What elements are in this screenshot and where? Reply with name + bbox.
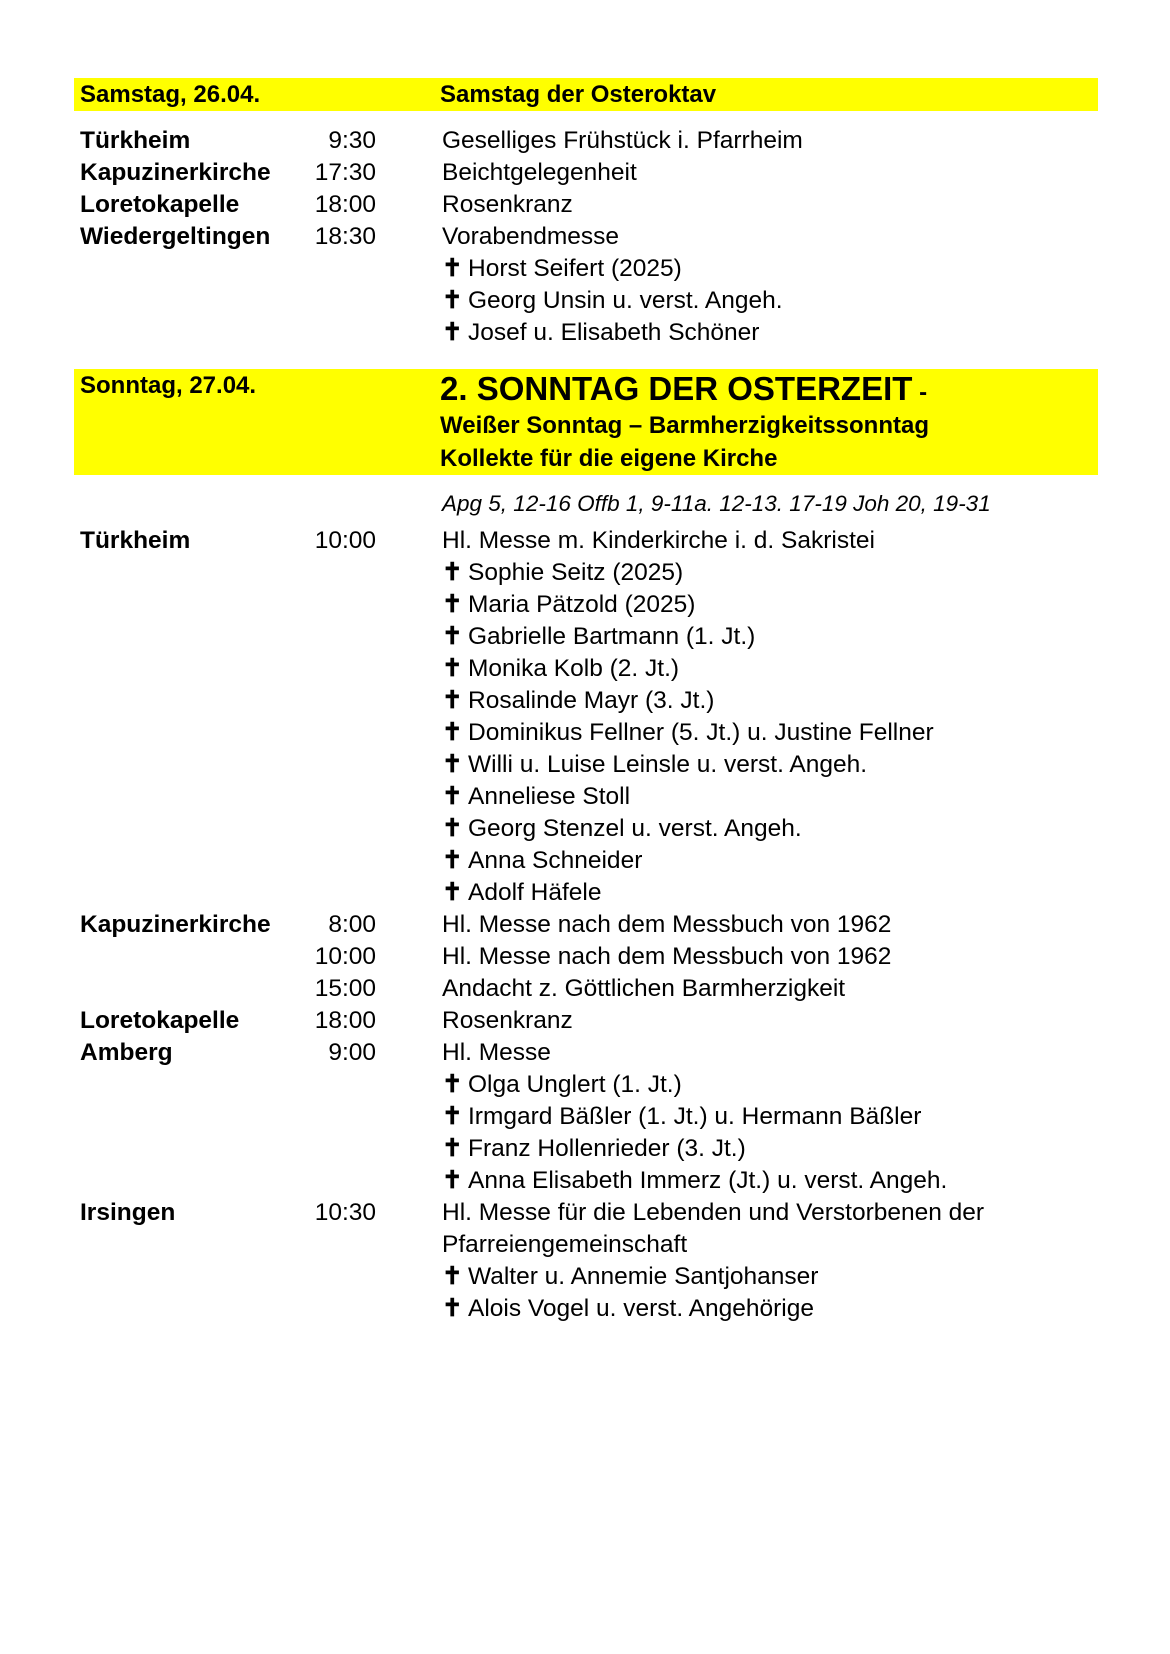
cross-icon: ✝: [442, 255, 463, 282]
intention-name: Josef u. Elisabeth Schöner: [468, 319, 760, 346]
service-line: Hl. Messe nach dem Messbuch von 1962: [442, 943, 892, 970]
entry-time: 15:00: [314, 975, 376, 1002]
schedule-entry: [74, 157, 1098, 189]
intention-line: [442, 1133, 1098, 1165]
service-line: Rosenkranz: [442, 1007, 573, 1034]
entry-time: 9:30: [328, 127, 376, 154]
intention-name: Gabrielle Bartmann (1. Jt.): [468, 623, 756, 650]
entry-location: Amberg: [80, 1039, 173, 1066]
intention-name: Franz Hollenrieder (3. Jt.): [468, 1135, 746, 1162]
intention-line: [442, 557, 1098, 589]
entry-time: 18:30: [314, 223, 376, 250]
cross-icon: ✝: [442, 847, 463, 874]
schedule-entry: [74, 189, 1098, 221]
cross-icon: ✝: [442, 815, 463, 842]
day-title-main: 2. SONNTAG DER OSTERZEIT: [440, 370, 913, 407]
entry-description: [442, 1197, 1098, 1325]
entry-time: 18:00: [314, 191, 376, 218]
schedule-page: [74, 78, 1098, 1325]
intention-name: Olga Unglert (1. Jt.): [468, 1071, 682, 1098]
cross-icon: ✝: [442, 719, 463, 746]
intention-line: [442, 1069, 1098, 1101]
entry-location: [74, 973, 300, 1005]
day-date: Sonntag, 27.04.: [80, 372, 257, 399]
entry-description: [442, 525, 1098, 909]
cross-icon: ✝: [442, 623, 463, 650]
service-line: Geselliges Frühstück i. Pfarrheim: [442, 127, 803, 154]
service-line: Vorabendmesse: [442, 223, 620, 250]
entry-description: [442, 1005, 1098, 1037]
entry-location: Loretokapelle: [80, 191, 240, 218]
entry-list: [74, 125, 1098, 349]
entry-description: [442, 157, 1098, 189]
day-date: Samstag, 26.04.: [80, 81, 261, 108]
day-header: [74, 369, 1098, 475]
entry-location: Kapuzinerkirche: [80, 159, 271, 186]
intention-name: Sophie Seitz (2025): [468, 559, 684, 586]
day-title-dash: -: [919, 379, 928, 406]
intention-line: [442, 1101, 1098, 1133]
intention-name: Anna Schneider: [468, 847, 643, 874]
entry-time: 18:00: [314, 1007, 376, 1034]
intention-line: [442, 1261, 1098, 1293]
intention-name: Adolf Häfele: [468, 879, 602, 906]
cross-icon: ✝: [442, 687, 463, 714]
intention-name: Horst Seifert (2025): [468, 255, 682, 282]
entry-time: 17:30: [314, 159, 376, 186]
intention-line: [442, 845, 1098, 877]
intention-line: [442, 717, 1098, 749]
intention-name: Alois Vogel u. verst. Angehörige: [468, 1295, 814, 1322]
schedule-entry: [74, 1005, 1098, 1037]
entry-description: [442, 909, 1098, 941]
cross-icon: ✝: [442, 751, 463, 778]
entry-description: [442, 189, 1098, 221]
schedule-entry: [74, 1197, 1098, 1325]
intention-name: Walter u. Annemie Santjohanser: [468, 1263, 819, 1290]
cross-icon: ✝: [442, 879, 463, 906]
entry-time: 10:30: [314, 1199, 376, 1226]
entry-location: Wiedergeltingen: [80, 223, 271, 250]
cross-icon: ✝: [442, 1167, 463, 1194]
intention-line: [442, 749, 1098, 781]
service-line: Andacht z. Göttlichen Barmherzigkeit: [442, 975, 846, 1002]
intention-line: [442, 621, 1098, 653]
intention-line: [442, 253, 1098, 285]
intention-line: [442, 813, 1098, 845]
intention-name: Monika Kolb (2. Jt.): [468, 655, 680, 682]
schedule-entry: [74, 125, 1098, 157]
entry-time: 10:00: [314, 527, 376, 554]
schedule-entry: [74, 525, 1098, 909]
intention-name: Dominikus Fellner (5. Jt.) u. Justine Fellner: [468, 719, 934, 746]
intention-line: [442, 317, 1098, 349]
entry-time: 10:00: [314, 943, 376, 970]
intention-line: [442, 1165, 1098, 1197]
cross-icon: ✝: [442, 1103, 463, 1130]
intention-name: Anna Elisabeth Immerz (Jt.) u. verst. Angeh.: [468, 1167, 948, 1194]
cross-icon: ✝: [442, 783, 463, 810]
schedule-entry: [74, 1037, 1098, 1197]
service-line: Beichtgelegenheit: [442, 159, 637, 186]
entry-description: [442, 973, 1098, 1005]
entry-location: Loretokapelle: [80, 1007, 240, 1034]
entry-description: [442, 941, 1098, 973]
service-line: Hl. Messe für die Lebenden und Verstorbenen der: [442, 1199, 985, 1226]
cross-icon: ✝: [442, 1071, 463, 1098]
intention-line: [442, 653, 1098, 685]
intention-line: [442, 781, 1098, 813]
service-line: Pfarreiengemeinschaft: [442, 1231, 688, 1258]
cross-icon: ✝: [442, 1263, 463, 1290]
day-section: [74, 369, 1098, 1325]
cross-icon: ✝: [442, 1135, 463, 1162]
scripture-readings: Apg 5, 12-16 Offb 1, 9-11a. 12-13. 17-19 Joh 20, 19-31: [442, 491, 991, 516]
intention-name: Rosalinde Mayr (3. Jt.): [468, 687, 715, 714]
entry-location: Türkheim: [80, 527, 191, 554]
intention-line: [442, 685, 1098, 717]
intention-name: Georg Unsin u. verst. Angeh.: [468, 287, 783, 314]
cross-icon: ✝: [442, 1295, 463, 1322]
day-header: [74, 78, 1098, 111]
day-section: [74, 78, 1098, 349]
entry-description: [442, 221, 1098, 349]
day-title-line: Weißer Sonntag – Barmherzigkeitssonntag: [440, 412, 929, 439]
entry-time: 8:00: [328, 911, 376, 938]
entry-time: 9:00: [328, 1039, 376, 1066]
day-title-line: Samstag der Osteroktav: [440, 81, 717, 108]
cross-icon: ✝: [442, 591, 463, 618]
day-title-main-line: [440, 369, 1098, 409]
cross-icon: ✝: [442, 655, 463, 682]
entry-location: Irsingen: [80, 1199, 176, 1226]
intention-name: Georg Stenzel u. verst. Angeh.: [468, 815, 802, 842]
cross-icon: ✝: [442, 287, 463, 314]
entry-list: [74, 525, 1098, 1325]
cross-icon: ✝: [442, 319, 463, 346]
intention-name: Irmgard Bäßler (1. Jt.) u. Hermann Bäßler: [468, 1103, 922, 1130]
schedule-entry: [74, 941, 1098, 973]
intention-name: Anneliese Stoll: [468, 783, 631, 810]
service-line: Rosenkranz: [442, 191, 573, 218]
day-title-block: [440, 78, 1098, 111]
intention-line: [442, 1293, 1098, 1325]
intention-name: Maria Pätzold (2025): [468, 591, 696, 618]
service-line: Hl. Messe: [442, 1039, 551, 1066]
entry-location: Kapuzinerkirche: [80, 911, 271, 938]
intention-line: [442, 589, 1098, 621]
cross-icon: ✝: [442, 559, 463, 586]
intention-name: Willi u. Luise Leinsle u. verst. Angeh.: [468, 751, 868, 778]
entry-description: [442, 125, 1098, 157]
schedule-entry: [74, 973, 1098, 1005]
entry-description: [442, 1037, 1098, 1197]
day-title-block: [440, 369, 1098, 475]
entry-location: [74, 941, 300, 973]
schedule-entry: [74, 221, 1098, 349]
intention-line: [442, 285, 1098, 317]
day-title-line: Kollekte für die eigene Kirche: [440, 445, 778, 472]
intention-line: [442, 877, 1098, 909]
schedule-entry: [74, 909, 1098, 941]
service-line: Hl. Messe nach dem Messbuch von 1962: [442, 911, 892, 938]
entry-location: Türkheim: [80, 127, 191, 154]
service-line: Hl. Messe m. Kinderkirche i. d. Sakristei: [442, 527, 875, 554]
